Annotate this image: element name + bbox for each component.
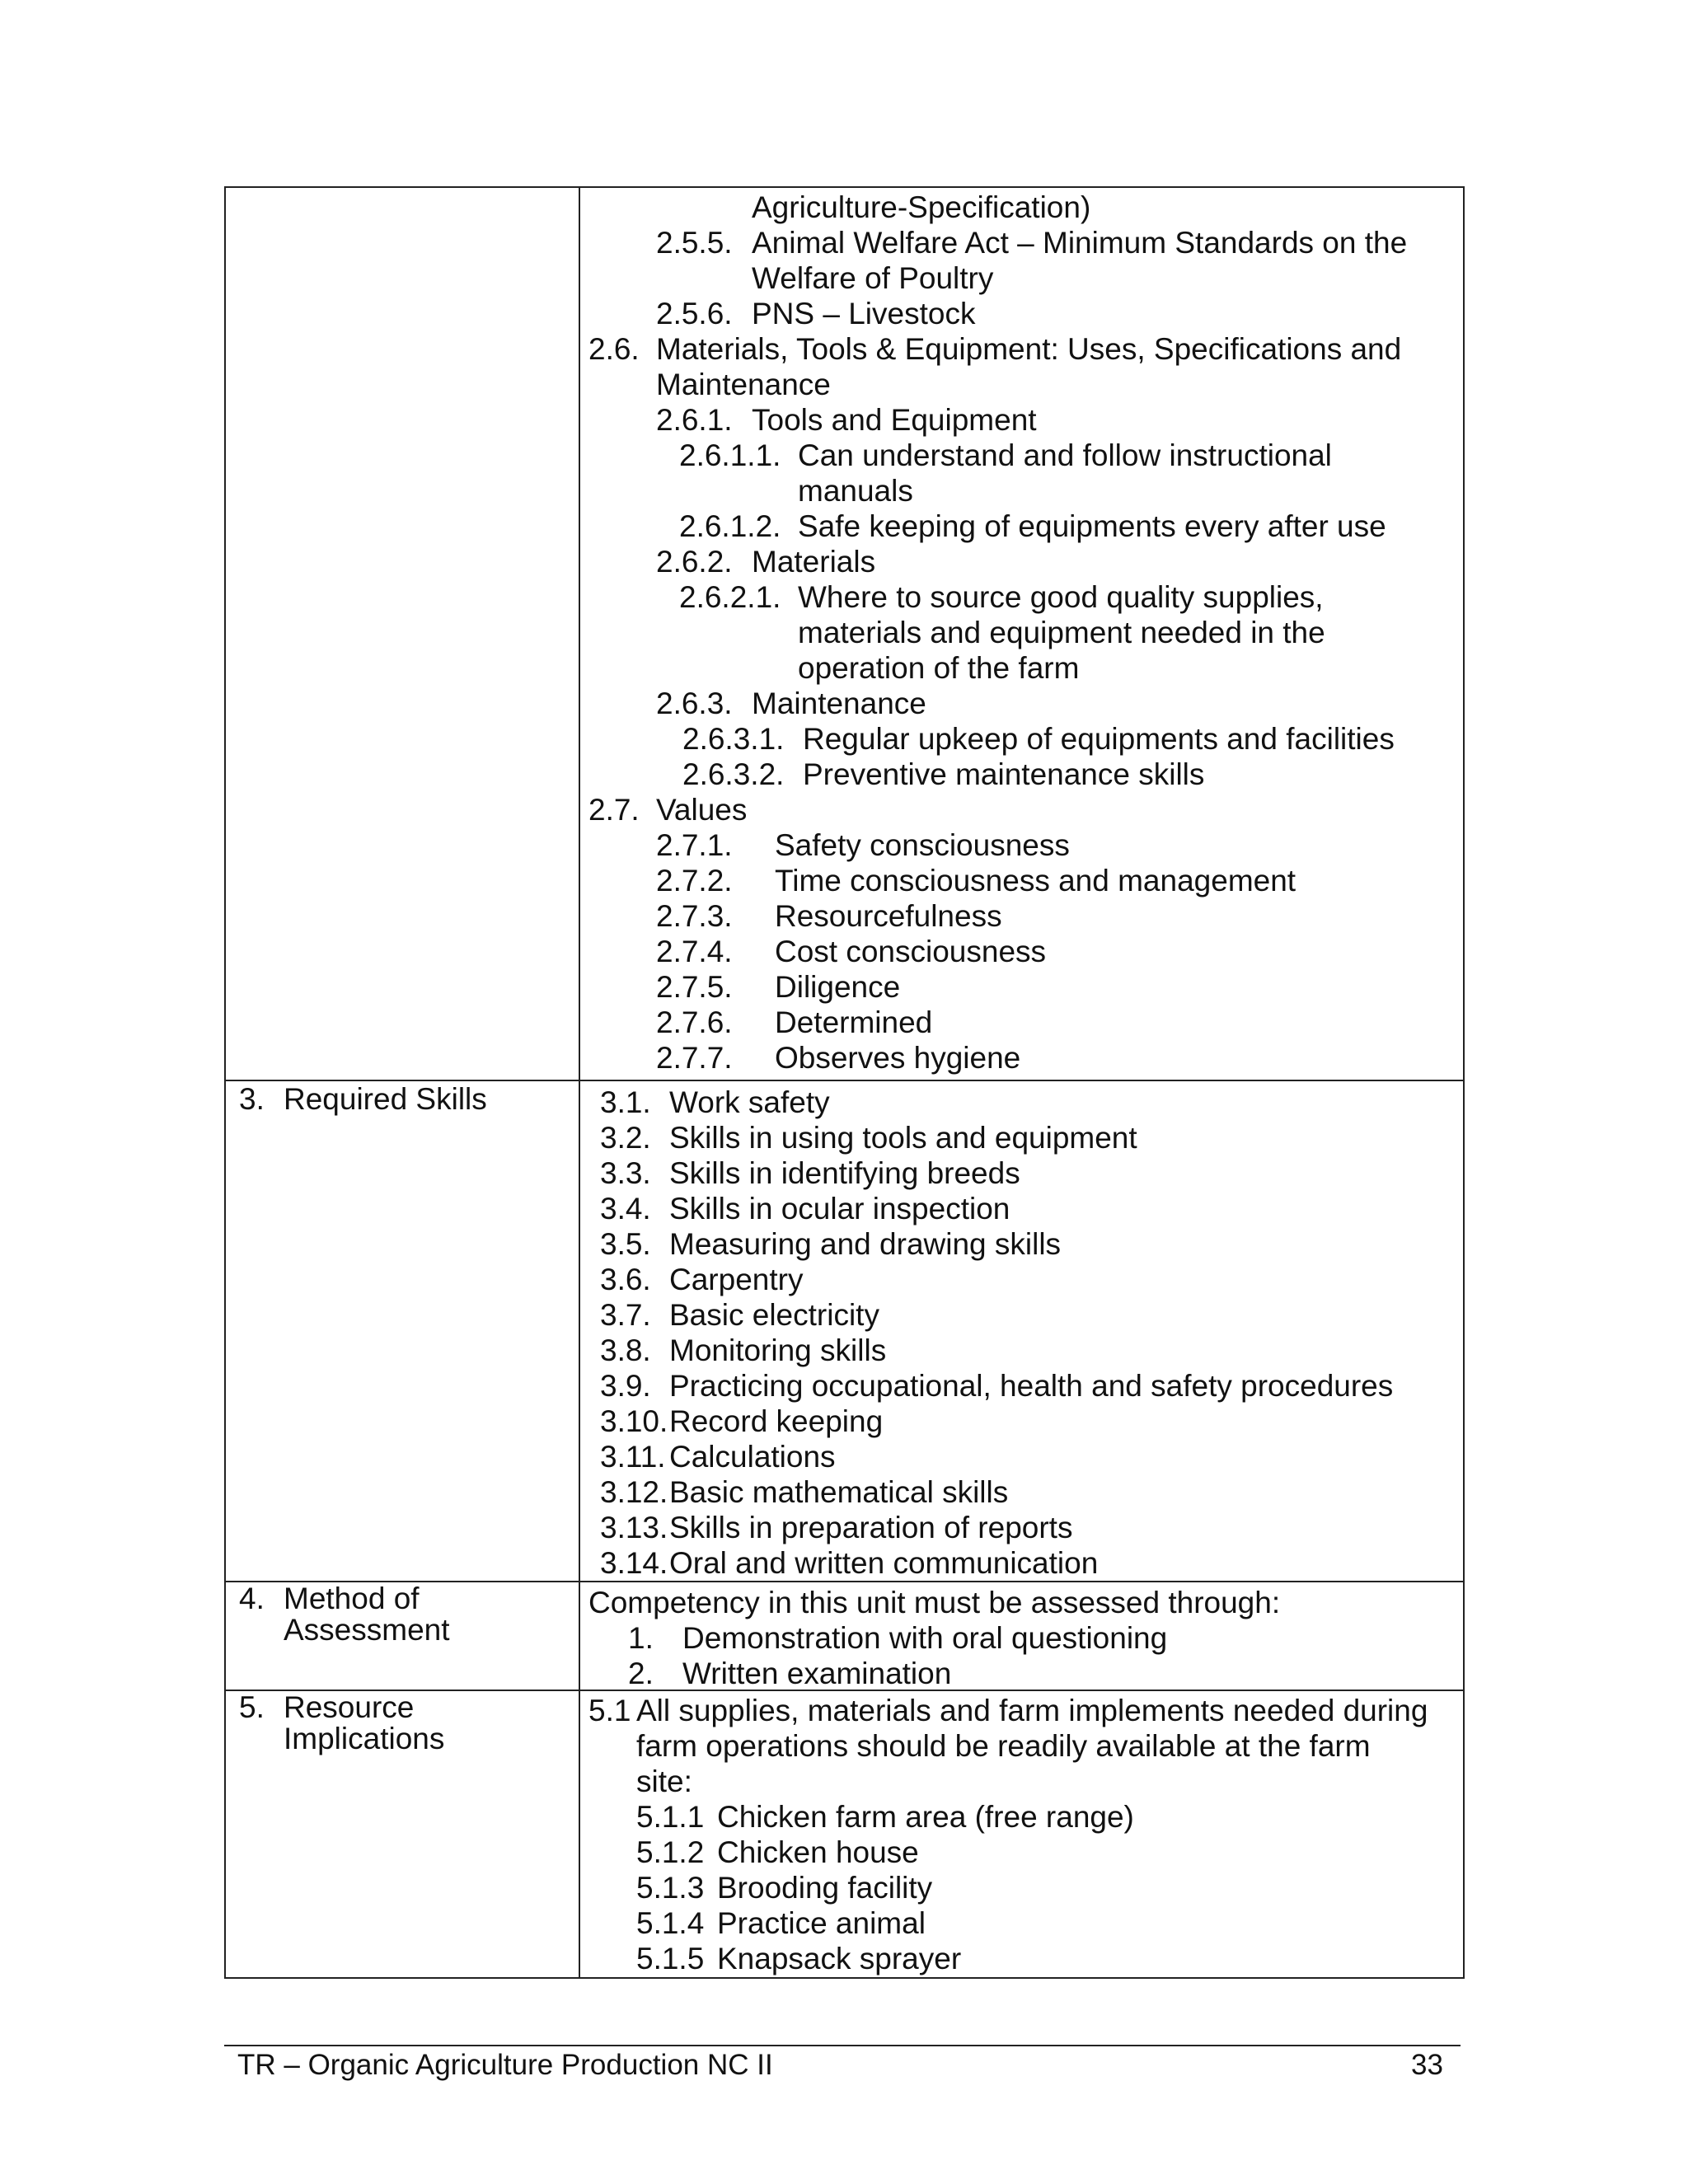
content-text: Where to source good quality supplies, xyxy=(798,580,1324,614)
content-number: 2.6.3. xyxy=(656,687,733,720)
content-text: Practicing occupational, health and safety procedures xyxy=(669,1369,1394,1403)
content-text: manuals xyxy=(798,474,913,508)
content-number: 3.9. xyxy=(600,1369,651,1403)
content-text: Skills in using tools and equipment xyxy=(669,1121,1137,1155)
content-text: Resourcefulness xyxy=(775,899,1002,933)
content-number: 3.13. xyxy=(600,1511,668,1544)
row-label: Method of xyxy=(284,1582,420,1615)
content-number: 3.2. xyxy=(600,1121,651,1155)
content-number: 2.7.4. xyxy=(656,935,733,968)
content-text: Measuring and drawing skills xyxy=(669,1227,1062,1261)
content-text: Basic mathematical skills xyxy=(669,1475,1009,1509)
row-label-number: 4. xyxy=(239,1582,265,1615)
content-number: 2.7.5. xyxy=(656,970,733,1004)
content-number: 2.7.2. xyxy=(656,864,733,898)
content-text: Skills in ocular inspection xyxy=(669,1192,1010,1226)
content-number: 5.1.2 xyxy=(636,1835,705,1869)
content-text: Preventive maintenance skills xyxy=(803,757,1205,791)
content-text: Values xyxy=(656,793,748,827)
content-number: 2.7.6. xyxy=(656,1005,733,1039)
content-text: Calculations xyxy=(669,1440,836,1474)
content-text: Welfare of Poultry xyxy=(752,261,994,295)
content-text: Chicken house xyxy=(717,1835,919,1869)
content-text: Animal Welfare Act – Minimum Standards on the xyxy=(752,226,1408,260)
content-text: materials and equipment needed in the xyxy=(798,616,1325,649)
page-number: 33 xyxy=(1411,2049,1443,2081)
content-text: Observes hygiene xyxy=(775,1041,1021,1075)
content-number: 5.1.1 xyxy=(636,1800,705,1834)
content-number: 3.8. xyxy=(600,1333,651,1367)
content-text: Cost consciousness xyxy=(775,935,1047,968)
content-text: Tools and Equipment xyxy=(752,403,1037,437)
content-text: Skills in preparation of reports xyxy=(669,1511,1073,1544)
content-number: 5.1.4 xyxy=(636,1906,705,1940)
row-label-number: 3. xyxy=(239,1082,265,1116)
content-text: Competency in this unit must be assessed through: xyxy=(588,1586,1281,1619)
content-number: 2.6.1. xyxy=(656,403,733,437)
content-text: Knapsack sprayer xyxy=(717,1942,962,1975)
content-text: Chicken farm area (free range) xyxy=(717,1800,1134,1834)
row-label: Assessment xyxy=(284,1613,450,1647)
content-text: Can understand and follow instructional xyxy=(798,438,1332,472)
row-label: Required Skills xyxy=(284,1082,487,1116)
content-text: Basic electricity xyxy=(669,1298,879,1332)
content-text: Work safety xyxy=(669,1085,830,1119)
content-number: 2.6.3.2. xyxy=(682,757,785,791)
content-text: Materials, Tools & Equipment: Uses, Specifications and xyxy=(656,332,1402,366)
footer-divider xyxy=(224,2045,1461,2046)
content-number: 3.7. xyxy=(600,1298,651,1332)
content-number: 3.1. xyxy=(600,1085,651,1119)
content-number: 2.6.2.1. xyxy=(679,580,781,614)
content-number: 3.12. xyxy=(600,1475,668,1509)
content-text: Maintenance xyxy=(752,687,926,720)
content-text: Record keeping xyxy=(669,1404,884,1438)
content-text: Maintenance xyxy=(656,368,831,401)
content-text: Time consciousness and management xyxy=(775,864,1296,898)
content-number: 2.6.1.2. xyxy=(679,509,781,543)
content-text: Practice animal xyxy=(717,1906,926,1940)
content-text: Determined xyxy=(775,1005,933,1039)
content-text: Regular upkeep of equipments and facilities xyxy=(803,722,1395,756)
content-text: All supplies, materials and farm implements needed during xyxy=(636,1694,1428,1727)
content-number: 3.10. xyxy=(600,1404,668,1438)
content-text: PNS – Livestock xyxy=(752,297,976,330)
row-label: Resource xyxy=(284,1690,415,1724)
content-number: 2.6.2. xyxy=(656,545,733,579)
content-number: 2.5.6. xyxy=(656,297,733,330)
content-number: 2.6. xyxy=(588,332,640,366)
content-number: 2.7. xyxy=(588,793,640,827)
content-number: 2.6.3.1. xyxy=(682,722,785,756)
footer-title: TR – Organic Agriculture Production NC II xyxy=(237,2049,773,2081)
content-number: 5.1.5 xyxy=(636,1942,705,1975)
content-text: farm operations should be readily available at the farm xyxy=(636,1729,1371,1763)
row-label-number: 5. xyxy=(239,1690,265,1724)
content-number: 3.14. xyxy=(600,1546,668,1580)
competency-table xyxy=(224,186,1465,1979)
content-number: 2.7.1. xyxy=(656,828,733,862)
content-number: 3.4. xyxy=(600,1192,651,1226)
column-divider xyxy=(579,188,580,1977)
content-number: 5.1.3 xyxy=(636,1871,705,1905)
content-number: 2.6.1.1. xyxy=(679,438,781,472)
content-number: 3.6. xyxy=(600,1263,651,1296)
content-text: Brooding facility xyxy=(717,1871,933,1905)
content-number: 2.7.7. xyxy=(656,1041,733,1075)
content-number: 5.1 xyxy=(588,1694,631,1727)
content-text: Diligence xyxy=(775,970,901,1004)
row-label: Implications xyxy=(284,1722,445,1755)
content-text: Demonstration with oral questioning xyxy=(682,1621,1168,1655)
content-number: 1. xyxy=(628,1621,654,1655)
content-number: 3.11. xyxy=(600,1440,666,1474)
content-number: 2.5.5. xyxy=(656,226,733,260)
content-text: operation of the farm xyxy=(798,651,1080,685)
content-number: 3.5. xyxy=(600,1227,651,1261)
content-text: Safe keeping of equipments every after use xyxy=(798,509,1386,543)
content-number: 2.7.3. xyxy=(656,899,733,933)
content-text: Agriculture-Specification) xyxy=(752,190,1091,224)
content-number: 3.3. xyxy=(600,1156,651,1190)
content-text: Monitoring skills xyxy=(669,1333,887,1367)
content-text: Carpentry xyxy=(669,1263,804,1296)
content-number: 2. xyxy=(628,1657,654,1690)
content-text: Written examination xyxy=(682,1657,952,1690)
content-text: Oral and written communication xyxy=(669,1546,1099,1580)
content-text: Materials xyxy=(752,545,876,579)
content-text: Skills in identifying breeds xyxy=(669,1156,1020,1190)
content-text: site: xyxy=(636,1765,692,1798)
content-text: Safety consciousness xyxy=(775,828,1070,862)
